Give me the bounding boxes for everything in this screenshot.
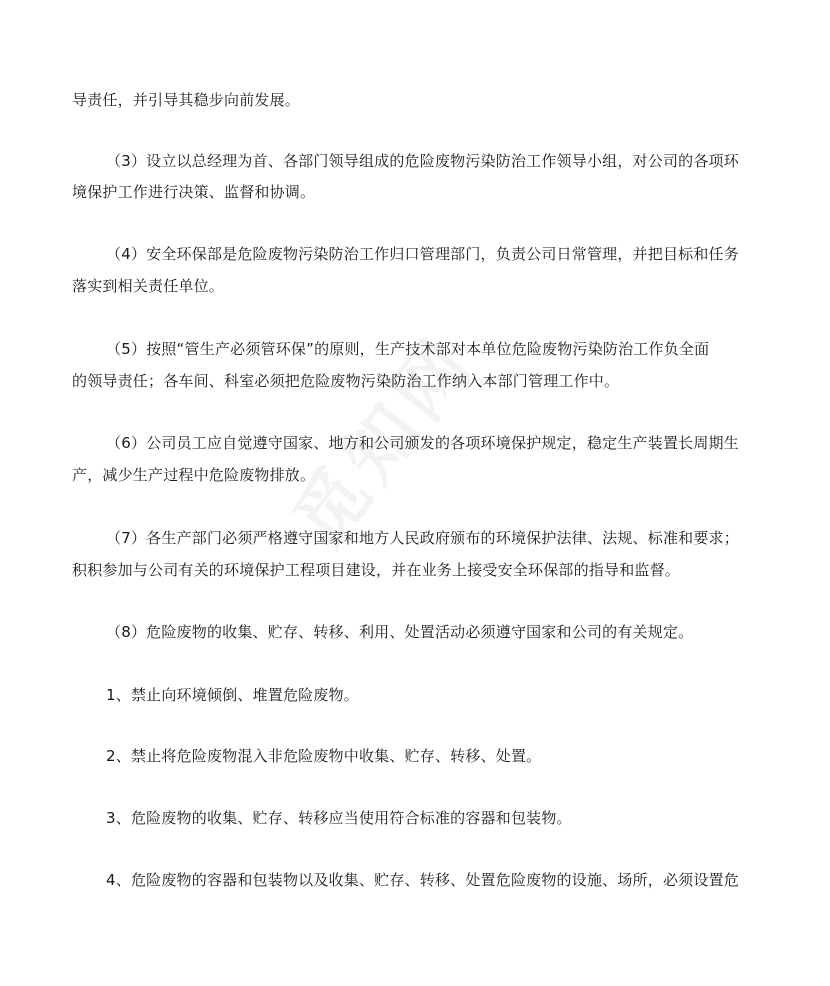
text-line: 产，减少生产过程中危险废物排放。 — [72, 466, 316, 484]
text-line: （5）按照“管生产必须管环保”的原则，生产技术部对本单位危险废物污染防治工作负全面 — [106, 340, 710, 358]
text-line: （4）安全环保部是危险废物污染防治工作归口管理部门，负责公司日常管理，并把目标和任务 — [106, 245, 739, 263]
watermark — [264, 263, 535, 567]
list-item: 3、危险废物的收集、贮存、转移应当使用符合标准的容器和包装物。 — [106, 809, 572, 827]
text-line: （8）危险废物的收集、贮存、转移、利用、处置活动必须遵守国家和公司的有关规定。 — [106, 623, 694, 641]
text-line: （7）各生产部门必须严格遵守国家和地方人民政府颁布的环境保护法律、法规、标准和要求； — [106, 529, 739, 547]
text-line: 导责任，并引导其稳步向前发展。 — [72, 91, 301, 109]
text-line: （3）设立以总经理为首、各部门领导组成的危险废物污染防治工作领导小组，对公司的各项环 — [106, 152, 739, 170]
text-line: 落实到相关责任单位。 — [72, 277, 225, 295]
list-item: 4、危险废物的容器和包装物以及收集、贮存、转移、处置危险废物的设施、场所，必须设置危 — [106, 871, 739, 889]
list-item: 1、禁止向环境倾倒、堆置危险废物。 — [106, 686, 359, 704]
text-line: （6）公司员工应自觉遵守国家、地方和公司颁发的各项环境保护规定，稳定生产装置长周期生 — [106, 434, 739, 452]
text-line: 境保护工作进行决策、监督和协调。 — [72, 183, 316, 201]
text-line: 积积参加与公司有关的环境保护工程项目建设，并在业务上接受安全环保部的指导和监督。 — [72, 561, 681, 579]
text-line: 的领导责任；各车间、科室必须把危险废物污染防治工作纳入本部门管理工作中。 — [72, 372, 620, 390]
list-item: 2、禁止将危险废物混入非危险废物中收集、贮存、转移、处置。 — [106, 747, 542, 765]
